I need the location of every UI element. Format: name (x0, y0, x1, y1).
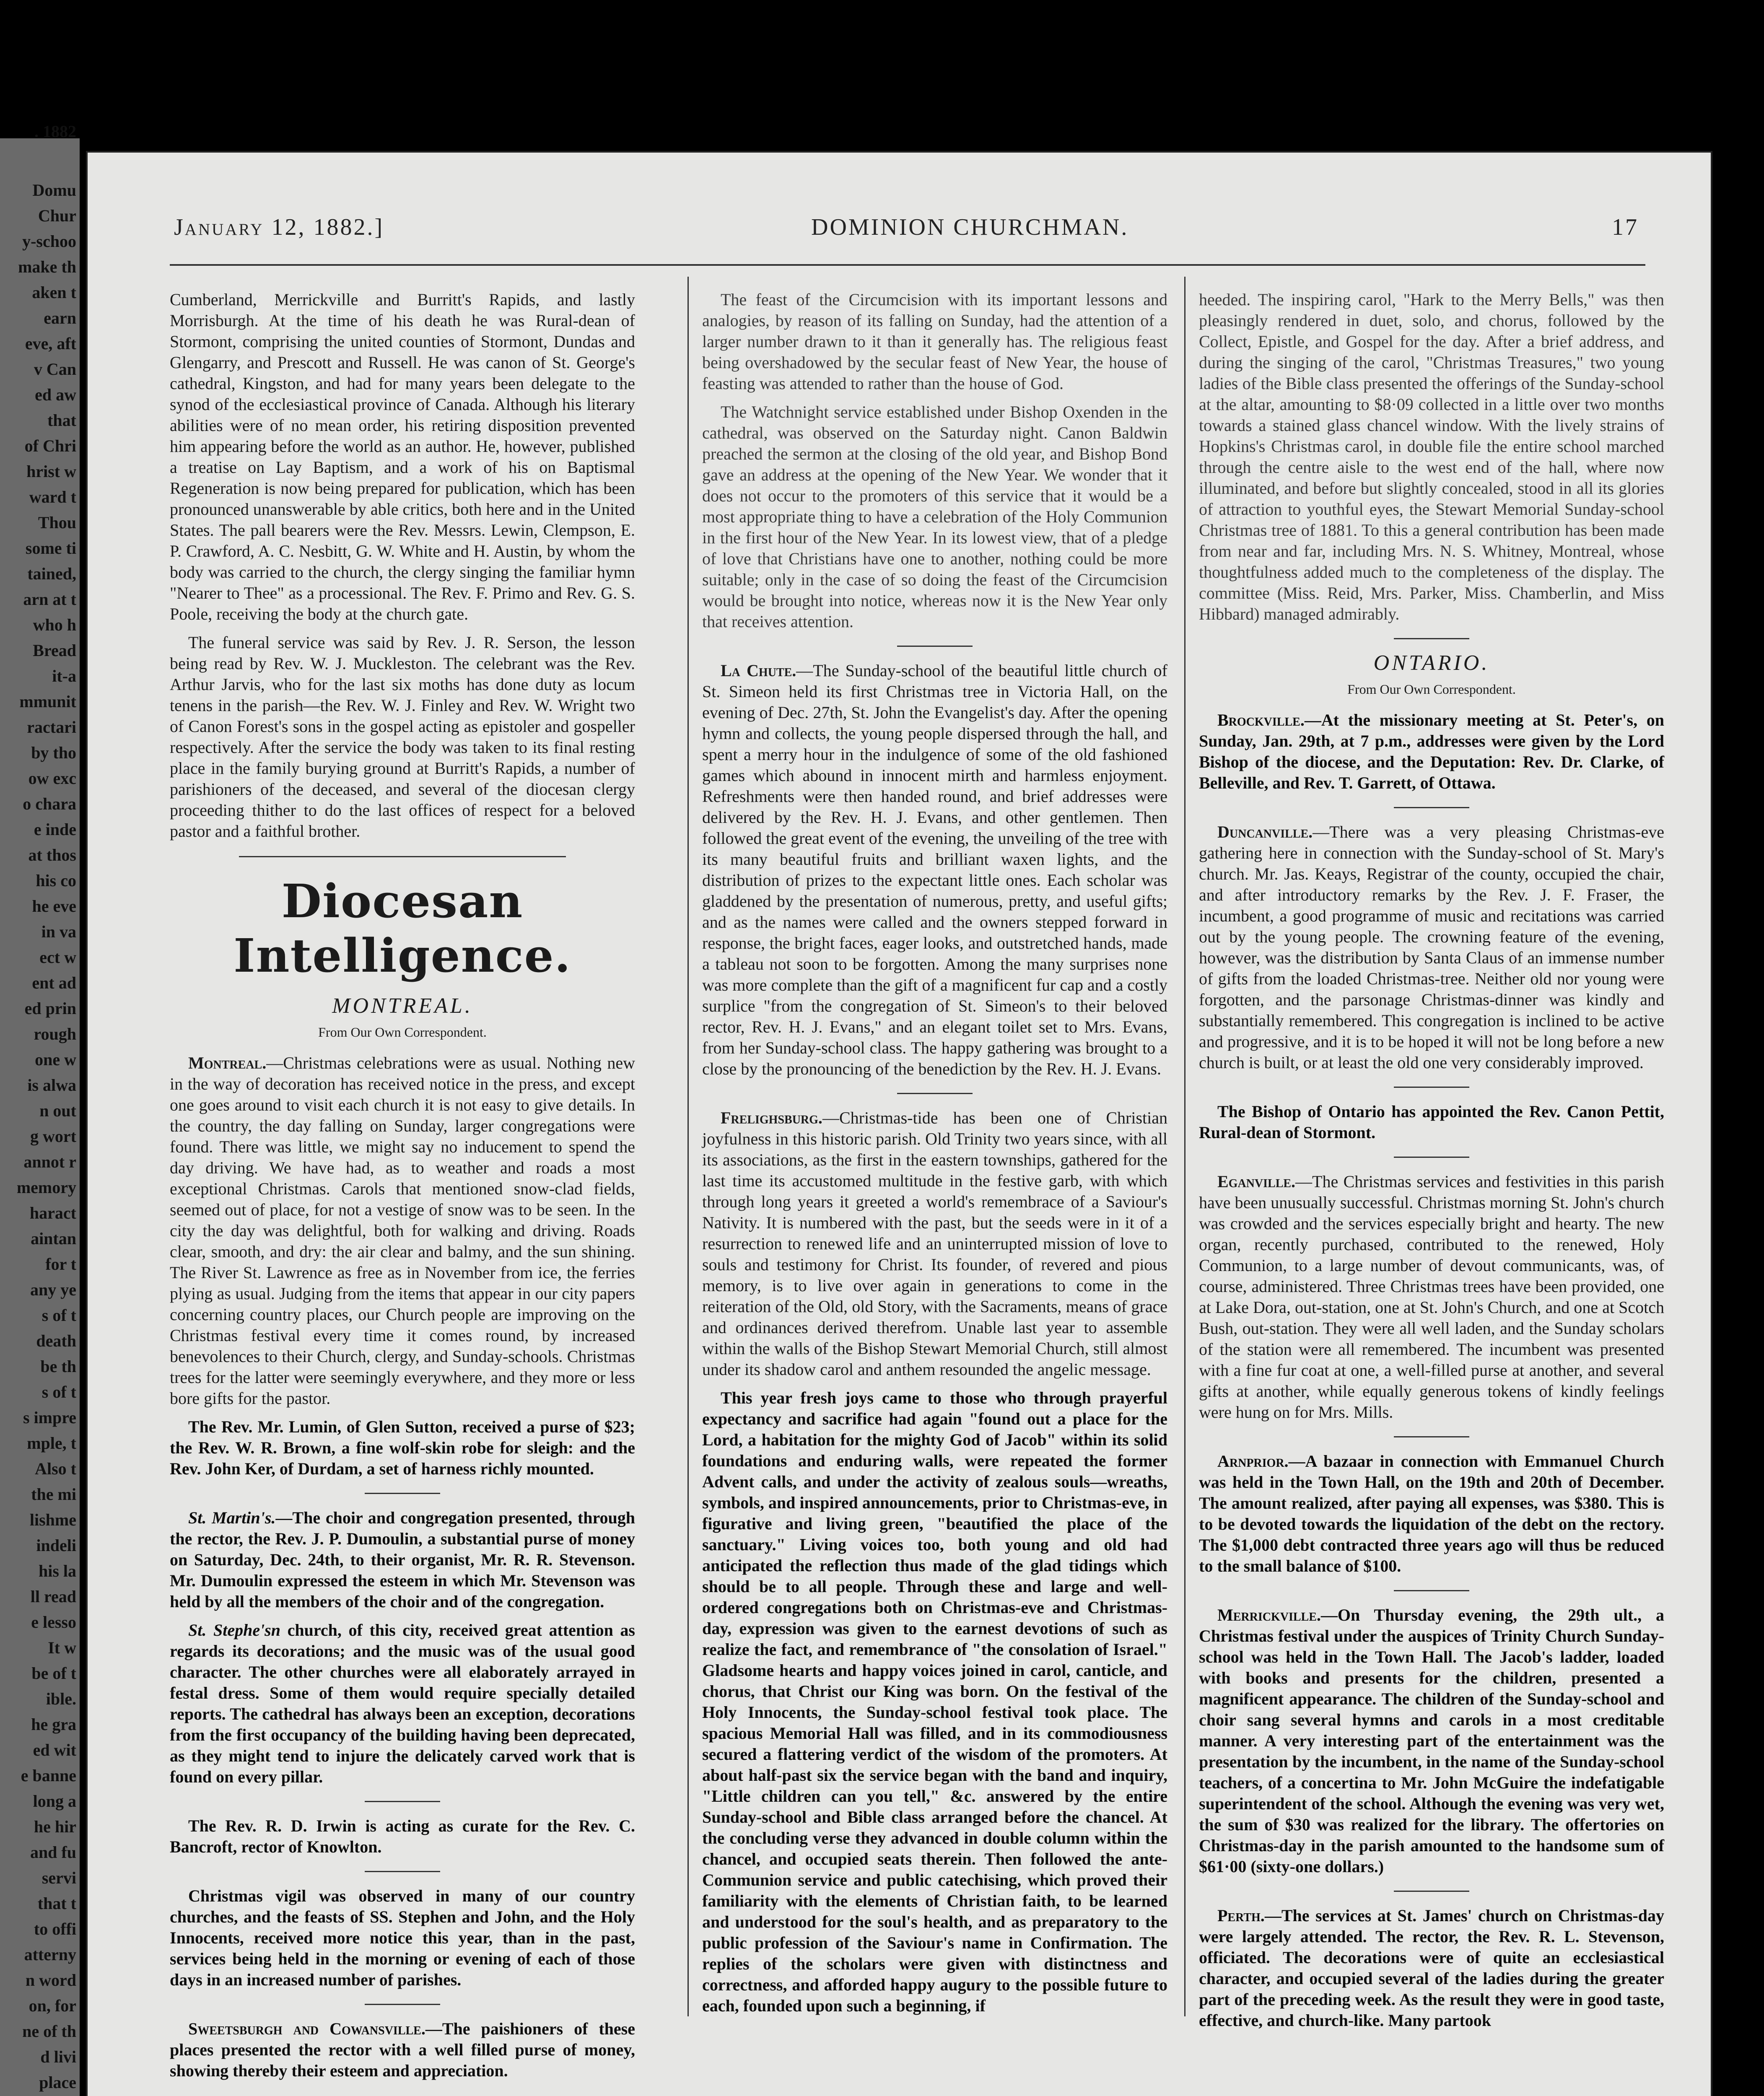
previous-page-line: e inde (34, 820, 76, 839)
place-label: Duncanville. (1217, 822, 1313, 841)
previous-page-line: and fu (30, 1843, 76, 1862)
previous-page-line: It w (48, 1638, 76, 1657)
previous-page-line: his la (38, 1562, 76, 1580)
previous-page-line: aken t (32, 283, 76, 302)
place-label: St. Stephe'sn (188, 1621, 280, 1639)
item-divider (897, 1093, 973, 1094)
column-2 (702, 289, 1167, 2016)
column-3 (1199, 289, 1664, 2030)
place-label: Perth. (1217, 1906, 1265, 1925)
newspaper-title: DOMINION CHURCHMAN. (811, 214, 1129, 240)
previous-page-line: hrist w (26, 462, 76, 481)
previous-page-line: by tho (31, 743, 76, 762)
article-paragraph: The funeral service was said by Rev. J. R. Serson, the lesson being read by Rev. W. J. Muckleston. The celebrant was the Rev. Arthur Jarvis, who for the last six moths has done duty as locum tenens in the parish—the Rev. W. J. Finley and Rev. W. Wright two of Canon Forest's sons in the gospel acting as epistoler and gospeller respectively. After the service the body was taken to its final resting place in the family burying ground at Burritt's Rapids, a number of parishioners of the deceased, and several of the diocesan clergy proceeding thither to do the last offices of respect for a beloved pastor and a faithful brother. (170, 633, 635, 840)
previous-page-line: that (47, 411, 76, 430)
page-number: 17 (1612, 214, 1639, 240)
news-item-circumcision: The feast of the Circumcision with its important lessons and analogies, by reason of its falling on Sunday, had the attention of a larger number drawn to it than it generally has. The religious feast being overshadowed by the secular feast of New Year, the house of feasting was attended to rather than the house of God. (702, 290, 1167, 393)
news-item-frelighsburg (702, 1108, 1167, 1380)
previous-page-line: aintan (31, 1229, 76, 1248)
previous-page-line: place (39, 2073, 76, 2092)
previous-page-line: for t (45, 1255, 76, 1274)
article-paragraph: Cumberland, Merrickville and Burritt's Rapids, and lastly Morrisburgh. At the time of his death he was Rural-dean of Stormont, comprising the united counties of Stormont, Dundas and Glengarry, and Prescott and Russell. He was canon of St. George's cathedral, Kingston, and had for many years been delegate to the synod of the ecclesiastical province of Canada. Although his literary abilities were of no mean order, his retiring disposition prevented him appearing before the world as an author. He, however, published a treatise on Lay Baptism, and a work of his on Baptismal Regeneration is now being prepared for publication, which has been pronounced unanswerable by able critics, both here and in the United States. The pall bearers were the Rev. Messrs. Lewin, Clempson, E. P. Crawford, A. C. Nesbitt, G. W. White and H. Austin, by whom the body was carried to the church, the clergy singing the familiar hymn "Nearer to Thee" as a processional. The Rev. F. Primo and Rev. G. S. Poole, receiving the body at the church gate. (170, 290, 635, 623)
previous-page-line: he hir (34, 1817, 76, 1836)
item-divider (1394, 1436, 1469, 1437)
previous-page-line: the mi (31, 1485, 76, 1504)
news-item-montreal (170, 1053, 635, 1409)
column-1 (170, 289, 635, 2080)
news-item-pettit: The Bishop of Ontario has appointed the Rev. Canon Pettit, Rural-dean of Stormont. (1199, 1102, 1664, 1142)
item-divider (1394, 1157, 1469, 1158)
previous-page-line: n out (39, 1101, 76, 1120)
previous-page-line: ect w (39, 948, 76, 967)
previous-page-line: is alwa (27, 1076, 76, 1095)
previous-page-line: he eve (32, 897, 76, 916)
news-text: —At the missionary meeting at St. Peter's, on Sunday, Jan. 29th, at 7 p.m., addresses were given by the Lord Bishop of the diocese, and the Deputation: Rev. Dr. Clarke, of Belleville, and Rev. T. Garrett, of Ottawa. (1199, 711, 1664, 792)
header-rule (170, 264, 1645, 266)
previous-page-line: earn (44, 309, 76, 327)
previous-page-line: make th (18, 257, 76, 276)
issue-date: January 12, 1882.] (174, 214, 384, 240)
place-label: Freligh​sburg. (721, 1108, 822, 1127)
previous-page-line: mmunit (19, 692, 76, 711)
news-item-fresh-joys: This year fresh joys came to those who through prayerful expectancy and sacrifice had again "found out a place for the Lord, a habitation for the mighty God of Jacob" within its solid foundations and enduring walls, were repeated the former Advent calls, and under the activity of zealous souls—wreaths, symbols, and inspired announcements, prior to Christmas-eve, in figurative and living green, "beautified the place of the sanctuary." Living voices too, both young and old had anticipated the reflection thus made of the glad tidings which should be to all people. Through these and large and well-ordered congregations both on Christmas-eve and Christmas-day, expression was given to the earnest devotions of such as realize the fact, and remembrance of "the consolation of Israel." Gladsome hearts and happy voices joined in carol, canticle, and chorus, that Christ our King was born. On the festival of the Holy Innocents, the Sunday-school festival took place. The spacious Memorial Hall was filled, and in its commodiousness secured a flattering verdict of the wisdom of the promoters. At about half-past six the service began with the band and inquiry, "Little children can you tell," &c. answered by the entire Sunday-school and Bible class arranged before the chancel. At the concluding verse they advanced in double column within the chancel, and occupied seats therein. Then followed the ante-Communion service and public catechising, which proved their familiarity with the elements of Christian faith, to be learned and understood for the soul's health, and as preparatory to the public profession of the Saviour's name in Confirmation. The replies of the scholars were given with distinctness and correctness, and afforded happy augury to the possible future to each, founded upon such a beginning, if (702, 1388, 1167, 2015)
previous-page-line: who h (33, 615, 76, 634)
news-text: —A bazaar in connection with Emmanuel Church was held in the Town Hall, on the 19th and 20th of December. The amount realized, after paying all expenses, was $380. This is to be devoted towards the liquidation of the debt on the rectory. The $1,000 debt contracted three years ago will thus be reduced to the small balance of $100. (1199, 1452, 1664, 1575)
section-divider (239, 856, 566, 857)
previous-page-line: s impre (23, 1408, 76, 1427)
correspondent-line: From Our Own Correspondent. (1347, 682, 1516, 697)
news-item-merrickville (1199, 1605, 1664, 1877)
news-item-st-martins (170, 1507, 635, 1612)
previous-page-line: ractari (27, 718, 76, 737)
previous-page-line: lishme (29, 1510, 76, 1529)
previous-page-line: that t (37, 1894, 76, 1913)
previous-page-line: v Can (34, 360, 76, 379)
previous-page-line: Thou (38, 513, 76, 532)
news-text: church, of this city, received great attention as regards its decorations; and the music was of the usual good character. The other churches were all elaborately arrayed in festal dress. Some of them would require specially detailed reports. The cathedral has always been an exception, decorations from the first occupancy of the building having been deprecated, as they might tend to injure the delicately carved work that is found on every pillar. (170, 1621, 635, 1786)
previous-page-line: he gra (31, 1715, 76, 1734)
news-item-perth (1199, 1905, 1664, 2031)
place-label: La Chute. (721, 661, 796, 680)
previous-page-line: to offi (34, 1920, 76, 1938)
news-text: —The paishioners of these places presented the rector with a well filled purse of money, showing thereby their esteem and appreciation. (170, 2019, 635, 2080)
place-label: St. Martin's. (188, 1508, 276, 1527)
previous-page-line: one w (35, 1050, 76, 1069)
item-divider (365, 2004, 440, 2005)
previous-page-line: y-schoo (22, 232, 76, 251)
previous-page-line: o chara (23, 794, 76, 813)
correspondent-line: From Our Own Correspondent. (318, 1025, 487, 1040)
previous-page-line: ll read (30, 1587, 76, 1606)
previous-page-line: d livi (40, 2047, 76, 2066)
item-divider (1394, 1590, 1469, 1591)
news-item-st-stephens (170, 1620, 635, 1787)
newspaper-page (86, 151, 1712, 2096)
news-text: —The choir and congregation presented, through the rector, the Rev. J. P. Dumoulin, a substantial purse of money on Saturday, Dec. 24th, to their organist, Mr. R. R. Stevenson. Mr. Dumoulin expressed the esteem in which Mr. Stevenson was held by all the members of the choir and of the congregation. (170, 1508, 635, 1611)
previous-page-line: haract (29, 1204, 76, 1222)
previous-page-line: of Chri (24, 436, 76, 455)
place-label: Montreal. (188, 1053, 267, 1072)
news-item-irwin: The Rev. R. D. Irwin is acting as curate for the Rev. C. Bancroft, rector of Knowlton. (170, 1816, 635, 1856)
previous-page-line: at thos (28, 846, 76, 864)
news-item-heeded: heeded. The inspiring carol, "Hark to the Merry Bells," was then pleasingly rendered in duet, solo, and chorus, followed by the Collect, Epistle, and Gospel for the day. After a brief address, and during the singing of the carol, "Christmas Treasures," two young ladies of the Bible class presented the offerings of the Sunday-school at the altar, amounting to $8·09 collected in a little over two months towards a stained glass chancel window. With the lively strains of Hopkins's Christmas carol, in double file the entire school marched through the centre aisle to the west end of the hall, where now illuminated, and before but slightly concealed, stood in all its glories of attraction to youthful eyes, the Stewart Memorial Sunday-school Christmas tree of 1881. To this a general contribution has been made from near and far, including Mrs. N. S. Whitney, Montreal, whose thoughtfulness added much to the completeness of the display. The committee (Miss. Reid, Mrs. Parker, Miss. Chamberlin, and Miss Hibbard) managed admirably. (1199, 290, 1664, 623)
previous-page-line: memory (16, 1178, 76, 1197)
previous-page-line: Also t (35, 1459, 76, 1478)
item-divider (1394, 1891, 1469, 1892)
news-text: —On Thursday evening, the 29th ult., a Christmas festival under the auspices of Trinity Church Sunday-school was held in the Town Hall. The Jacob's ladder, loaded with books and presents for the children, presented a magnificent appearance. The children of the Sunday-school and choir sang several hymns and carols in a most creditable manner. A very interesting part of the entertainment was the presentation by the incumbent, in the name of the Sunday-school teachers, of a concertina to Mr. John McGuire the indefatigable superintendent of the school. Although the evening was very wet, the sum of $30 was realized for the library. The offertories on Christmas-day in the parish amounted to the handsome sum of $61·00 (sixty-one dollars.) (1199, 1606, 1664, 1876)
previous-page-line: some ti (25, 539, 76, 558)
previous-page-line: Bread (33, 641, 76, 660)
place-label: Arnprior. (1217, 1452, 1289, 1471)
news-text: —The Christmas services and festivities in this parish have been unusually successful. Christmas morning St. John's church was crowded and the services especially bright and hearty. The new organ, recently purchased, contributed to the renewed, Holy Communion, to a large number of devout communicants, was, of course, administered. Three Christmas trees have been provided, one at Lake Dora, out-station, one at St. John's Church, and one at Scotch Bush, out-station. They were all well laden, and the Sunday scholars of the station were all remembered. The incumbent was presented with a fine fur coat at one, a well-filled purse at another, and several gifts at another, while equally generous tokens of kindly feelings were hung on for Mrs. Mills. (1199, 1172, 1664, 1422)
previous-page-line: e banne (21, 1766, 76, 1785)
previous-page-line: it-a (52, 667, 76, 685)
previous-page-line: be th (40, 1357, 76, 1376)
news-text: —There was a very pleasing Christmas-eve gathering here in connection with the Sunday-school of St. Mary's church. Mr. Jas. Keays, Registrar of the county, occupied the chair, and after introductory remarks by the Rev. J. F. Fraser, the incumbent, a good programme of music and recitations was carried out by the young people. The crowning feature of the evening, however, was the distribution by Santa Claus of an immense number of gifts from the loaded Christmas-tree. Neither old nor young were forgotten, and the parsonage Christmas-dinner was kindly and substantially remembered. This congregation is inclined to be active and progressive, and it is to be hoped it will not be long before a new church is built, or at least the old one very considerably improved. (1199, 822, 1664, 1072)
previous-page-line: s of t (42, 1306, 76, 1325)
news-text: —Christmas-tide has been one of Christian joyfulness in this historic parish. Old Trinity two years since, with all its associations, as the first in the eastern townships, gathered for the last time its accustomed multitude in the festive garb, with which through long years it greeted a world's remembrace of a Saviour's Nativity. It is numbered with the past, but the seeds were in it of a resurrection to renewed life and an uninterrupted mission of love to souls and testimony for Christ. Its founder, of revered and pious memory, is to live over again in generations to come in the reiteration of the Old, old Story, with the Sacraments, means of grace and ordinances derived therefrom. Unable last year to assemble within the walls of the Bishop Stewart Memorial Church, still almost under its shadow carol and anthem resounded the angelic message. (702, 1108, 1167, 1379)
news-item-vigil: Christmas vigil was observed in many of our country churches, and the feasts of SS. Stephen and John, and the Holy Innocents, received more notice this year, than in the past, services being held in the morning or evening of each of those days in an increased number of parishes. (170, 1886, 635, 1989)
previous-page-line: n word (25, 1971, 76, 1990)
previous-page-line: tained, (27, 564, 76, 583)
section-heading: Diocesan Intelligence. (233, 874, 571, 983)
place-label: Merrickville. (1217, 1606, 1321, 1624)
previous-page-line: ed prin (24, 999, 76, 1018)
previous-page-line: ward t (29, 488, 76, 506)
news-text: —Christmas celebrations were as usual. Nothing new in the way of decoration has received notice in the press, and except one goes around to visit each church it is not easy to give details. In the country, the day falling on Sunday, larger congregations were found. There was little, we might say no inducement to spend the day driving. We have had, as to weather and roads a most exceptional Christmas. Carols that mentioned snow-clad fields, seemed out of place, for not a vestige of snow was to be seen. In the city the day was delightful, both for walking and driving. Roads clear, smooth, and dry: the air clear and balmy, and the sun shining. The River St. Lawrence as free as in November from ice, the ferries plying as usual. Judging from the items that appear in our city papers concerning country places, our Church people are improving on the Christmas festival every time it comes round, by increased benevolences to their Church, clergy, and Sunday-schools. Christmas trees for the latter were seemingly everywhere, and they more or less bore gifts for the pastor. (170, 1053, 635, 1408)
previous-page-line: e lesso (31, 1613, 76, 1632)
item-divider (365, 1493, 440, 1494)
previous-page-line: on, for (29, 1996, 76, 2015)
previous-page-line: long a (33, 1792, 76, 1811)
news-item-duncanville (1199, 822, 1664, 1073)
previous-page-line: g wort (30, 1127, 76, 1146)
previous-page-line: rough (34, 1025, 76, 1043)
item-divider (1394, 1087, 1469, 1088)
item-divider (365, 1801, 440, 1802)
previous-page-line: be of t (31, 1664, 76, 1683)
previous-page-line: arn at t (23, 590, 76, 609)
item-divider (897, 646, 973, 647)
previous-page-line: in va (41, 922, 76, 941)
previous-page-line: ible. (46, 1689, 76, 1708)
news-text: —The Sunday-school of the beautiful little church of St. Simeon held its first Christmas tree in Victoria Hall, on the evening of Dec. 27th, St. John the Evangelist's day. After the opening hymn and collects, the young people dispersed through the hall, and spent a merry hour in the indulgence of some of the old fashioned games which abound in innocent mirth and harmless enjoyment. Refreshments were then handed round, and brief addresses were delivered by the Rev. H. J. Evans, and other gentlemen. Then followed the great event of the evening, the unveiling of the tree with its many beautiful fruits and brilliant waxen lights, and the distribution of prizes to the expectant little ones. Each scholar was gladdened by the presentation of numerous, pretty, and useful gifts; and as the names were called and the owners stepped forward in response, the bright faces, eager looks, and outstretched hands, made a tableau not soon to be forgotten. Among the many surprises none was more complete than the gift of a magnificent fur cap and a costly surplice "from the congregation of St. Simeon's to their beloved rector, Rev. H. J. Evans," and an elegant toilet set to Mrs. Evans, from her Sunday-school class. The happy gathering was brought to a close by the pronouncing of the benediction by the Rev. H. J. Evans. (702, 661, 1168, 1078)
previous-page-line: any ye (30, 1280, 76, 1299)
previous-page-line: atterny (24, 1945, 76, 1964)
item-divider (1394, 807, 1469, 808)
column-rule-right (1184, 277, 1186, 2016)
previous-page-line: ed aw (35, 385, 76, 404)
previous-page-line: servi (42, 1868, 76, 1887)
previous-page-line: Domu (32, 181, 76, 200)
news-item-arnprior (1199, 1451, 1664, 1577)
previous-page-line: death (36, 1331, 76, 1350)
item-divider (1394, 638, 1469, 639)
previous-page-year: . 1882 (34, 122, 76, 141)
diocese-heading-ontario: ONTARIO. (1373, 651, 1490, 675)
previous-page-line: ed wit (33, 1741, 76, 1759)
place-label: Brockville. (1217, 711, 1305, 729)
previous-page-line: ne of th (22, 2022, 76, 2041)
diocese-heading-montreal: MONTREAL. (332, 994, 473, 1018)
place-label: Eganville. (1217, 1172, 1296, 1191)
news-item-watchnight: The Watchnight service established under Bishop Oxenden in the cathedral, was observed on the Saturday night. Canon Baldwin preached the sermon at the closing of the old year, and Bishop Bond gave an address at the opening of the New Year. We wonder that it does not occur to the promoters of this service that it would be a most appropriate thing to have a celebration of the Holy Communion in the first hour of the New Year. In its lowest view, that of a pledge of love that Christians have one to another, nothing could be more suitable; only in the case of so doing the feast of the Circumcision would be brought into notice, whereas now it is the New Year only that receives attention. (702, 402, 1167, 631)
column-rule-left (687, 277, 689, 2016)
previous-page-line: ent ad (32, 973, 76, 992)
previous-page-line: Chur (38, 206, 76, 225)
news-item-la-chute (702, 660, 1167, 1079)
previous-page-line: annot r (23, 1152, 76, 1171)
previous-page-edge (0, 122, 80, 2096)
news-item-brockville (1199, 710, 1664, 794)
news-item-eganville (1199, 1171, 1664, 1423)
previous-page-line: his co (36, 871, 76, 890)
previous-page-line: mple, t (27, 1434, 76, 1453)
previous-page-line: s of t (42, 1383, 76, 1401)
news-item-lumin: The Rev. Mr. Lumin, of Glen Sutton, received a purse of $23; the Rev. W. R. Brown, a fine wolf-skin robe for sleigh: and the Rev. John Ker, of Durdam, a set of harness richly mounted. (170, 1417, 635, 1478)
previous-page-line: ow exc (28, 769, 76, 788)
page-header (86, 151, 1712, 272)
previous-page-line: eve, aft (25, 334, 76, 353)
news-text: —The services at St. James' church on Christmas-day were largely attended. The rector, the Rev. R. L. Stevenson, officiated. The decorations were of quite an ecclesiastical character, and occupied several of the ladies during the greater part of the preceding week. As the result they were in good taste, effective, and church-like. Many partook (1199, 1906, 1664, 2030)
item-divider (365, 1871, 440, 1872)
place-label: Sweetsburgh and Cowansville. (188, 2019, 425, 2038)
previous-page-line: indeli (36, 1536, 76, 1555)
news-item-sweetsburgh (170, 2018, 635, 2081)
